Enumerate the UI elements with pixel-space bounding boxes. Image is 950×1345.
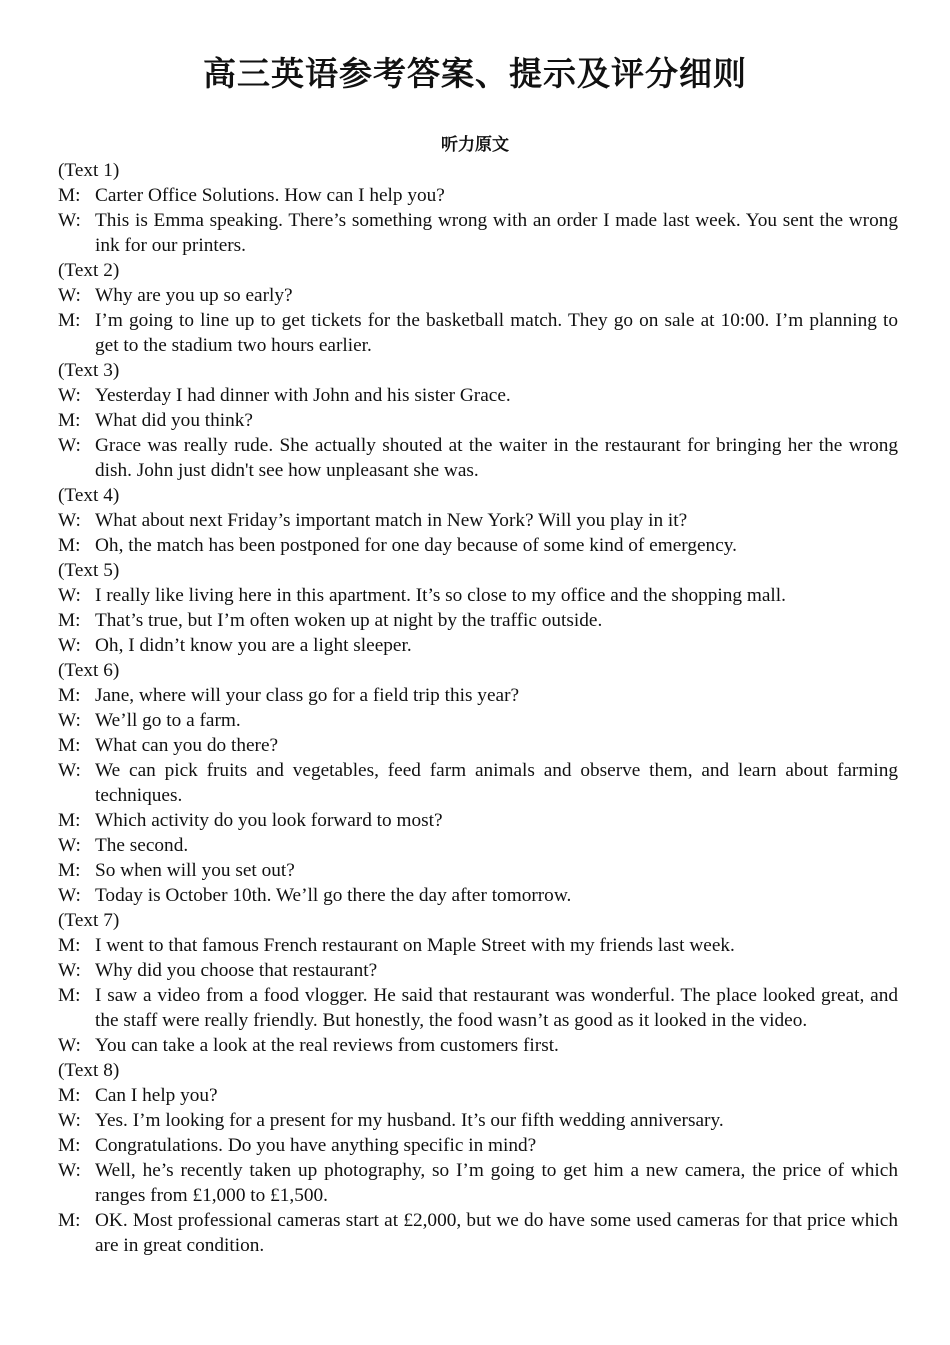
dialogue-line — [58, 1108, 898, 1133]
text-label: (Text 3) — [58, 360, 120, 381]
dialogue-line — [58, 833, 898, 858]
speaker-label: M: — [58, 810, 81, 831]
dialogue-line — [58, 883, 898, 908]
dialogue-line — [58, 733, 898, 758]
utterance-text: What can you do there? — [95, 735, 279, 756]
dialogue-line — [58, 808, 898, 833]
utterance-text: We can pick fruits and vegetables, feed farm animals and observe them, and learn about farming techniques. — [95, 760, 898, 806]
utterance-text: We’ll go to a farm. — [95, 710, 241, 731]
section-heading: 听力原文 — [441, 135, 509, 155]
text-block — [58, 483, 898, 558]
speaker-label: M: — [58, 1210, 81, 1231]
utterance-text: So when will you set out? — [95, 860, 295, 881]
utterance-text: Which activity do you look forward to most? — [95, 810, 443, 831]
utterance-text: What about next Friday’s important match in New York? Will you play in it? — [95, 510, 688, 531]
utterance-text: Oh, the match has been postponed for one day because of some kind of emergency. — [95, 535, 737, 556]
text-label: (Text 8) — [58, 1060, 120, 1081]
speaker-label: W: — [58, 435, 81, 456]
utterance-text: I went to that famous French restaurant on Maple Street with my friends last week. — [95, 935, 735, 956]
speaker-label: W: — [58, 385, 81, 406]
text-block — [58, 258, 898, 358]
speaker-label: W: — [58, 960, 81, 981]
utterance-text: Today is October 10th. We’ll go there the day after tomorrow. — [95, 885, 572, 906]
text-label: (Text 7) — [58, 910, 120, 931]
utterance-text: You can take a look at the real reviews from customers first. — [95, 1035, 559, 1056]
dialogue-line — [58, 308, 898, 358]
utterance-text: What did you think? — [95, 410, 253, 431]
speaker-label: M: — [58, 410, 81, 431]
text-block — [58, 658, 898, 908]
utterance-text: Yes. I’m looking for a present for my husband. It’s our fifth wedding anniversary. — [95, 1110, 724, 1131]
dialogue-line — [58, 608, 898, 633]
utterance-text: Congratulations. Do you have anything specific in mind? — [95, 1135, 537, 1156]
speaker-label: W: — [58, 760, 81, 781]
dialogue-line — [58, 933, 898, 958]
utterance-text: Carter Office Solutions. How can I help you? — [95, 185, 445, 206]
utterance-text: Why did you choose that restaurant? — [95, 960, 378, 981]
speaker-label: W: — [58, 1035, 81, 1056]
text-block — [58, 1058, 898, 1258]
dialogue-line — [58, 1033, 898, 1058]
dialogue-line — [58, 858, 898, 883]
utterance-text: I saw a video from a food vlogger. He said that restaurant was wonderful. The place looked great, and the staff were really friendly. But honestly, the food wasn’t as good as it looked in the video. — [95, 985, 898, 1031]
speaker-label: W: — [58, 1110, 81, 1131]
dialogue-line — [58, 1133, 898, 1158]
listening-transcript — [58, 158, 898, 1258]
dialogue-line — [58, 533, 898, 558]
utterance-text: This is Emma speaking. There’s something wrong with an order I made last week. You sent the wrong ink for our printers. — [95, 210, 898, 256]
speaker-label: M: — [58, 1135, 81, 1156]
page-title: 高三英语参考答案、提示及评分细则 — [203, 54, 747, 93]
dialogue-line — [58, 508, 898, 533]
speaker-label: W: — [58, 885, 81, 906]
speaker-label: W: — [58, 210, 81, 231]
utterance-text: Why are you up so early? — [95, 285, 293, 306]
text-label: (Text 4) — [58, 485, 120, 506]
utterance-text: OK. Most professional cameras start at £2,000, but we do have some used cameras for that price which are in great condition. — [95, 1210, 898, 1256]
dialogue-line — [58, 958, 898, 983]
utterance-text: Grace was really rude. She actually shouted at the waiter in the restaurant for bringing her the wrong dish. John just didn't see how unpleasant she was. — [95, 435, 898, 481]
utterance-text: Oh, I didn’t know you are a light sleeper. — [95, 635, 412, 656]
dialogue-line — [58, 1208, 898, 1258]
speaker-label: M: — [58, 735, 81, 756]
speaker-label: M: — [58, 985, 81, 1006]
dialogue-line — [58, 408, 898, 433]
dialogue-line — [58, 983, 898, 1033]
utterance-text: Can I help you? — [95, 1085, 218, 1106]
speaker-label: W: — [58, 835, 81, 856]
text-block — [58, 358, 898, 483]
speaker-label: M: — [58, 310, 81, 331]
speaker-label: M: — [58, 610, 81, 631]
speaker-label: M: — [58, 685, 81, 706]
speaker-label: M: — [58, 535, 81, 556]
speaker-label: W: — [58, 510, 81, 531]
text-label: (Text 6) — [58, 660, 120, 681]
utterance-text: That’s true, but I’m often woken up at night by the traffic outside. — [95, 610, 603, 631]
speaker-label: M: — [58, 1085, 81, 1106]
dialogue-line — [58, 583, 898, 608]
dialogue-line — [58, 208, 898, 258]
speaker-label: W: — [58, 1160, 81, 1181]
text-label: (Text 2) — [58, 260, 120, 281]
utterance-text: I’m going to line up to get tickets for the basketball match. They go on sale at 10:00. I’m planning to get to the stadium two hours earlier. — [95, 310, 898, 356]
dialogue-line — [58, 183, 898, 208]
dialogue-line — [58, 683, 898, 708]
text-label: (Text 1) — [58, 160, 120, 181]
dialogue-line — [58, 1083, 898, 1108]
text-block — [58, 908, 898, 1058]
utterance-text: Yesterday I had dinner with John and his sister Grace. — [95, 385, 511, 406]
speaker-label: W: — [58, 710, 81, 731]
speaker-label: W: — [58, 635, 81, 656]
dialogue-line — [58, 383, 898, 408]
dialogue-line — [58, 283, 898, 308]
text-block — [58, 158, 898, 258]
utterance-text: The second. — [95, 835, 189, 856]
utterance-text: Well, he’s recently taken up photography, so I’m going to get him a new camera, the price of which ranges from £1,000 to £1,500. — [95, 1160, 898, 1206]
dialogue-line — [58, 633, 898, 658]
utterance-text: I really like living here in this apartment. It’s so close to my office and the shopping mall. — [95, 585, 786, 606]
utterance-text: Jane, where will your class go for a field trip this year? — [95, 685, 520, 706]
speaker-label: W: — [58, 285, 81, 306]
speaker-label: M: — [58, 860, 81, 881]
dialogue-line — [58, 433, 898, 483]
speaker-label: M: — [58, 935, 81, 956]
dialogue-line — [58, 708, 898, 733]
speaker-label: M: — [58, 185, 81, 206]
dialogue-line — [58, 758, 898, 808]
speaker-label: W: — [58, 585, 81, 606]
dialogue-line — [58, 1158, 898, 1208]
text-block — [58, 558, 898, 658]
text-label: (Text 5) — [58, 560, 120, 581]
